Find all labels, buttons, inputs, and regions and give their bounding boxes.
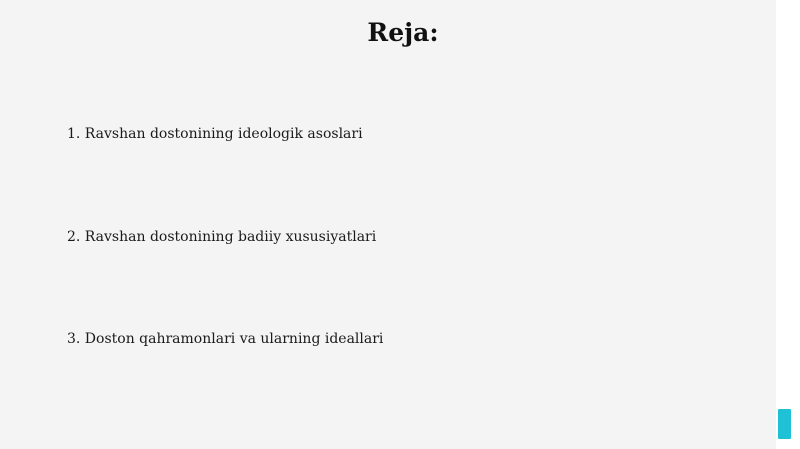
slide-title: Reja: (367, 18, 439, 47)
plan-item-3: 3. Doston qahramonlari va ularning ideallari (67, 331, 384, 347)
scrollbar-track[interactable] (776, 0, 800, 449)
plan-item-2: 2. Ravshan dostonining badiiy xususiyatlari (67, 229, 377, 245)
plan-item-1: 1. Ravshan dostonining ideologik asoslari (67, 126, 363, 142)
scrollbar-thumb[interactable] (778, 409, 791, 439)
